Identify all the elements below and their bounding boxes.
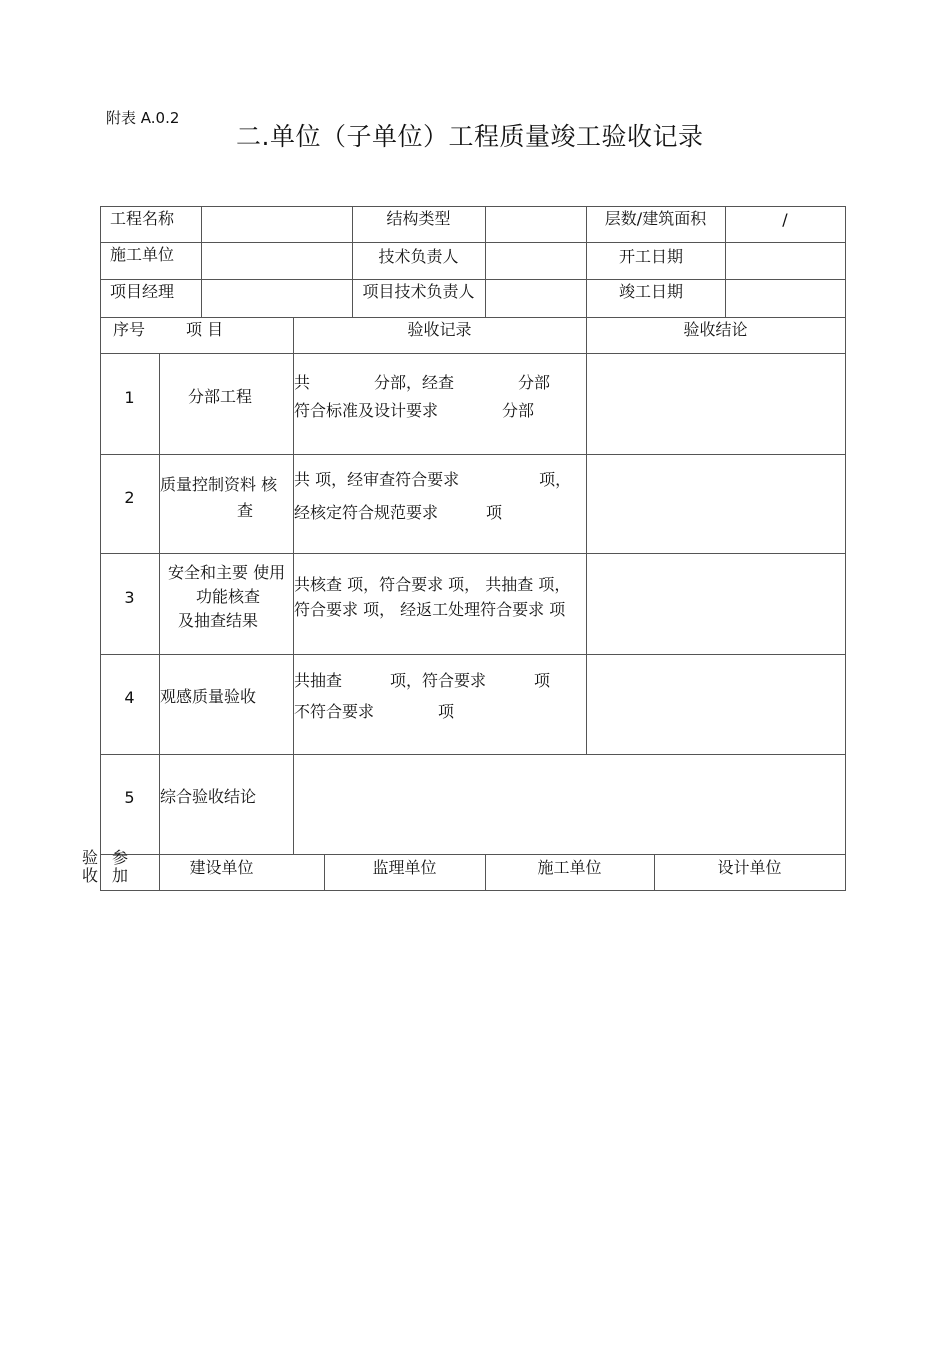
grid-line xyxy=(159,353,160,891)
participant-owner: 建设单位 xyxy=(189,858,254,877)
structure-type-label: 结构类型 xyxy=(386,209,451,228)
row-item: 分部工程 xyxy=(187,387,252,406)
grid-line xyxy=(485,206,486,317)
project-name-label: 工程名称 xyxy=(110,209,175,228)
grid-line xyxy=(100,553,846,554)
row-item-line: 查 xyxy=(237,501,254,520)
row-record-line: 共核查 项，符合要求 项， 共抽查 项， xyxy=(294,575,571,594)
contractor-label: 施工单位 xyxy=(110,245,175,264)
row-record-line: 符合要求 项， 经返工处理符合要求 项 xyxy=(294,600,566,619)
row-number: 2 xyxy=(124,488,135,507)
participant-supervisor: 监理单位 xyxy=(372,858,437,877)
row-number: 4 xyxy=(124,688,135,707)
row-number: 1 xyxy=(124,388,135,407)
grid-line xyxy=(100,454,846,455)
start-date-label: 开工日期 xyxy=(618,247,683,266)
row-item-line: 安全和主要 使用 xyxy=(168,563,286,582)
row-item: 综合验收结论 xyxy=(160,787,257,806)
project-tech-lead-label: 项目技术负责人 xyxy=(362,282,475,301)
row-number: 3 xyxy=(124,588,135,607)
tech-lead-label: 技术负责人 xyxy=(378,247,459,266)
row-item-line: 功能核查 xyxy=(196,587,261,606)
completion-date-label: 竣工日期 xyxy=(618,282,683,301)
participants-side-label-b: 参加 xyxy=(112,848,129,885)
row-record-line: 共 项，经审查符合要求 项， xyxy=(294,470,572,489)
row-record-line: 共 分部，经查 分部 xyxy=(294,373,551,392)
row-record-line: 共抽查 项，符合要求 项 xyxy=(294,671,551,690)
grid-line xyxy=(100,854,846,855)
grid-line xyxy=(586,317,587,754)
row-record-line: 不符合要求 项 xyxy=(294,702,455,721)
column-header-conclusion: 验收结论 xyxy=(683,320,748,339)
page-title: 二.单位（子单位）工程质量竣工验收记录 xyxy=(236,122,704,151)
column-header-record: 验收记录 xyxy=(407,320,472,339)
participants-side-label-a: 验收 xyxy=(82,848,99,885)
floors-area-value: / xyxy=(782,210,788,229)
column-header-item: 项 目 xyxy=(186,320,224,339)
grid-line xyxy=(100,242,846,243)
pm-label: 项目经理 xyxy=(110,282,175,301)
grid-line xyxy=(201,206,202,317)
grid-line xyxy=(845,206,846,891)
appendix-label: 附表 A.0.2 xyxy=(106,109,180,127)
participant-contractor: 施工单位 xyxy=(537,858,602,877)
grid-line xyxy=(100,890,846,891)
grid-line xyxy=(100,754,846,755)
row-record-line: 符合标准及设计要求 分部 xyxy=(294,401,535,420)
grid-line xyxy=(100,206,846,207)
row-number: 5 xyxy=(124,788,135,807)
floors-area-label: 层数/建筑面积 xyxy=(604,209,707,228)
participant-designer: 设计单位 xyxy=(717,858,782,877)
row-item-line: 及抽查结果 xyxy=(178,611,259,630)
grid-line xyxy=(100,317,846,318)
column-header-no: 序号 xyxy=(113,320,146,339)
grid-line xyxy=(100,654,846,655)
row-item: 观感质量验收 xyxy=(160,687,257,706)
grid-line xyxy=(100,353,846,354)
row-record-line: 经核定符合规范要求 项 xyxy=(294,503,503,522)
grid-line xyxy=(100,279,846,280)
row-item-line: 质量控制资料 核 xyxy=(160,475,278,494)
